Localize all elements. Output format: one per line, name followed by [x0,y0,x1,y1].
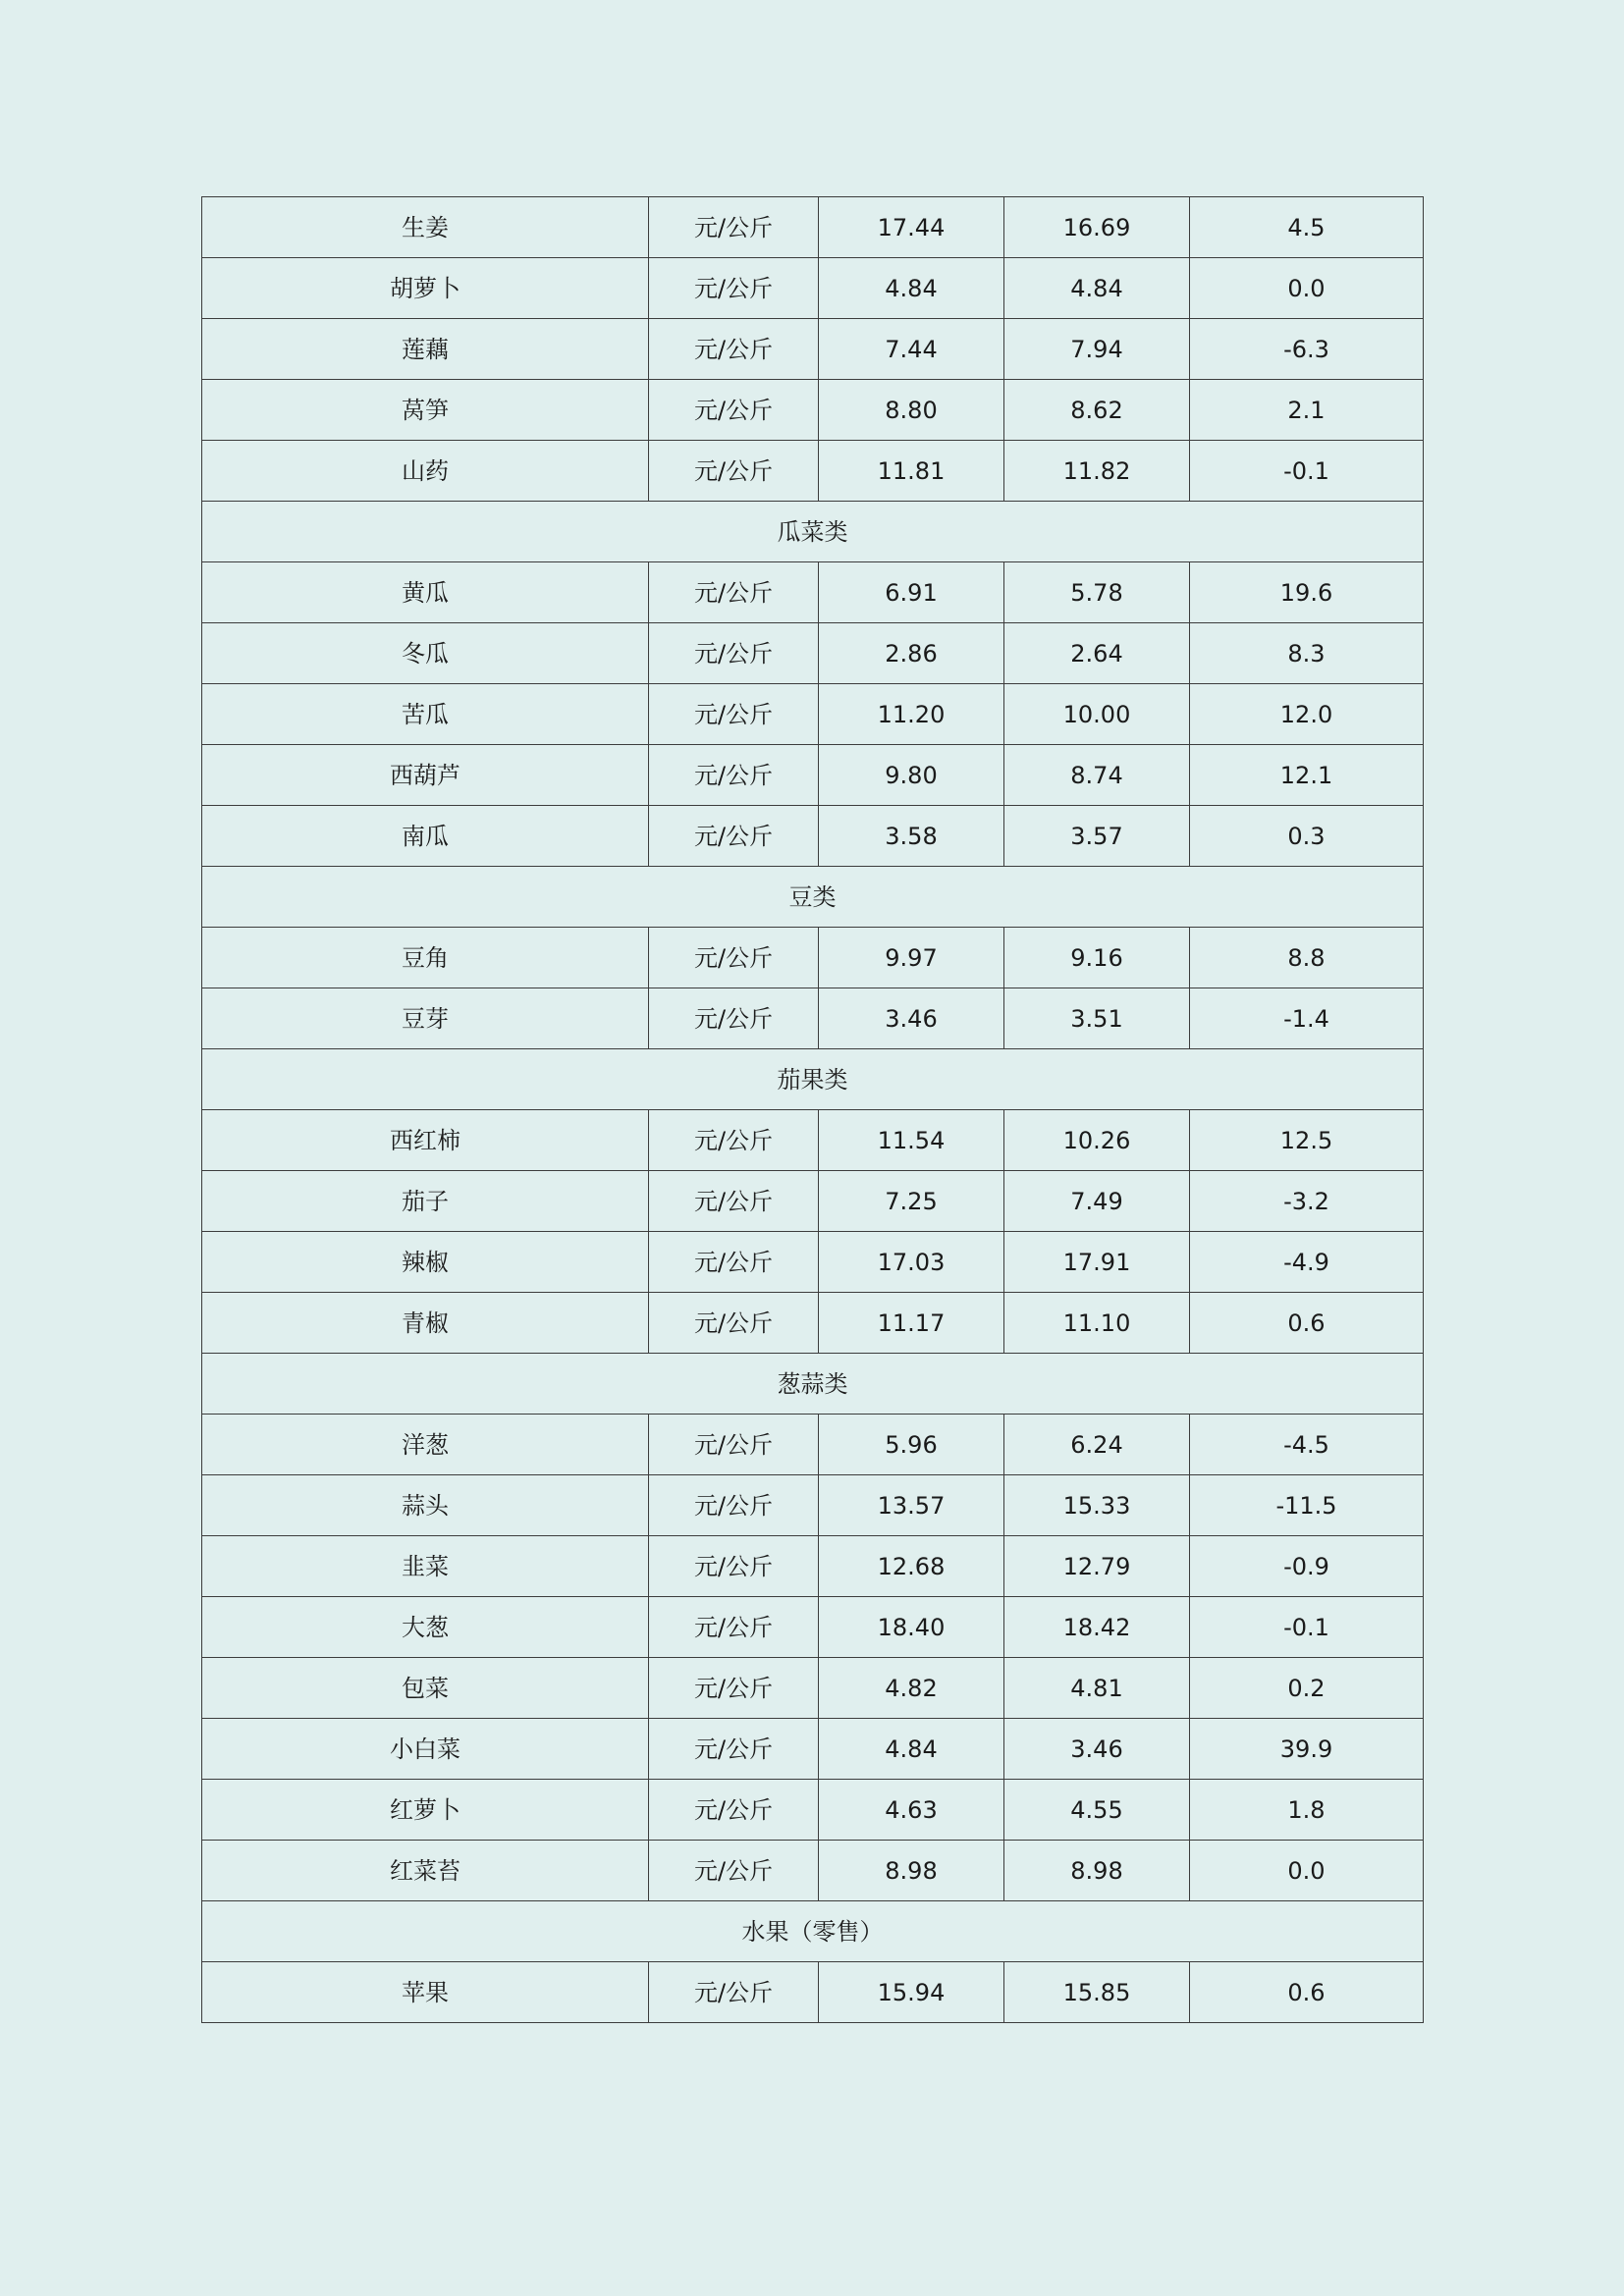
table-row [202,562,1424,623]
category-label: 瓜菜类 [202,502,1424,562]
unit-cell: 元/公斤 [649,319,819,380]
current-price-cell: 15.94 [819,1962,1004,2023]
previous-price-cell: 17.91 [1004,1232,1190,1293]
item-name-cell: 青椒 [202,1293,649,1354]
previous-price-cell: 3.51 [1004,988,1190,1049]
category-row [202,1901,1424,1962]
category-label: 茄果类 [202,1049,1424,1110]
item-name-cell: 豆角 [202,928,649,988]
price-table [201,196,1424,2023]
unit-cell: 元/公斤 [649,1293,819,1354]
table-row [202,1780,1424,1841]
item-name-cell: 苦瓜 [202,684,649,745]
current-price-cell: 9.80 [819,745,1004,806]
change-percent-cell: -3.2 [1190,1171,1424,1232]
item-name-cell: 生姜 [202,197,649,258]
current-price-cell: 9.97 [819,928,1004,988]
table-row [202,684,1424,745]
current-price-cell: 17.44 [819,197,1004,258]
item-name-cell: 洋葱 [202,1415,649,1475]
item-name-cell: 辣椒 [202,1232,649,1293]
table-row [202,1597,1424,1658]
unit-cell: 元/公斤 [649,928,819,988]
current-price-cell: 11.54 [819,1110,1004,1171]
current-price-cell: 11.81 [819,441,1004,502]
previous-price-cell: 8.74 [1004,745,1190,806]
category-row [202,1049,1424,1110]
item-name-cell: 莲藕 [202,319,649,380]
item-name-cell: 茄子 [202,1171,649,1232]
change-percent-cell: 39.9 [1190,1719,1424,1780]
category-label: 水果（零售） [202,1901,1424,1962]
previous-price-cell: 7.49 [1004,1171,1190,1232]
table-row [202,1475,1424,1536]
table-row [202,258,1424,319]
change-percent-cell: -4.5 [1190,1415,1424,1475]
category-row [202,1354,1424,1415]
item-name-cell: 大葱 [202,1597,649,1658]
change-percent-cell: 12.5 [1190,1110,1424,1171]
item-name-cell: 莴笋 [202,380,649,441]
item-name-cell: 西红柿 [202,1110,649,1171]
previous-price-cell: 6.24 [1004,1415,1190,1475]
item-name-cell: 红菜苔 [202,1841,649,1901]
item-name-cell: 黄瓜 [202,562,649,623]
change-percent-cell: 12.1 [1190,745,1424,806]
previous-price-cell: 4.81 [1004,1658,1190,1719]
previous-price-cell: 15.85 [1004,1962,1190,2023]
unit-cell: 元/公斤 [649,1415,819,1475]
current-price-cell: 17.03 [819,1232,1004,1293]
previous-price-cell: 12.79 [1004,1536,1190,1597]
table-row [202,319,1424,380]
current-price-cell: 7.25 [819,1171,1004,1232]
current-price-cell: 12.68 [819,1536,1004,1597]
table-row [202,1536,1424,1597]
change-percent-cell: -6.3 [1190,319,1424,380]
previous-price-cell: 3.46 [1004,1719,1190,1780]
unit-cell: 元/公斤 [649,197,819,258]
table-row [202,1962,1424,2023]
previous-price-cell: 15.33 [1004,1475,1190,1536]
previous-price-cell: 9.16 [1004,928,1190,988]
change-percent-cell: 4.5 [1190,197,1424,258]
item-name-cell: 包菜 [202,1658,649,1719]
unit-cell: 元/公斤 [649,1780,819,1841]
item-name-cell: 山药 [202,441,649,502]
table-row [202,928,1424,988]
unit-cell: 元/公斤 [649,1962,819,2023]
current-price-cell: 11.17 [819,1293,1004,1354]
change-percent-cell: 0.6 [1190,1962,1424,2023]
item-name-cell: 韭菜 [202,1536,649,1597]
previous-price-cell: 7.94 [1004,319,1190,380]
current-price-cell: 13.57 [819,1475,1004,1536]
change-percent-cell: 2.1 [1190,380,1424,441]
current-price-cell: 4.82 [819,1658,1004,1719]
unit-cell: 元/公斤 [649,380,819,441]
item-name-cell: 胡萝卜 [202,258,649,319]
change-percent-cell: -4.9 [1190,1232,1424,1293]
previous-price-cell: 8.98 [1004,1841,1190,1901]
change-percent-cell: 8.8 [1190,928,1424,988]
previous-price-cell: 16.69 [1004,197,1190,258]
table-row [202,1232,1424,1293]
table-row [202,745,1424,806]
table-row [202,1719,1424,1780]
table-row [202,988,1424,1049]
change-percent-cell: 0.3 [1190,806,1424,867]
unit-cell: 元/公斤 [649,1536,819,1597]
previous-price-cell: 4.84 [1004,258,1190,319]
current-price-cell: 8.80 [819,380,1004,441]
unit-cell: 元/公斤 [649,258,819,319]
current-price-cell: 3.58 [819,806,1004,867]
category-row [202,867,1424,928]
table-row [202,441,1424,502]
table-row [202,623,1424,684]
previous-price-cell: 11.10 [1004,1293,1190,1354]
price-table-body [202,197,1424,2023]
change-percent-cell: 0.0 [1190,1841,1424,1901]
item-name-cell: 蒜头 [202,1475,649,1536]
table-row [202,1110,1424,1171]
category-label: 葱蒜类 [202,1354,1424,1415]
previous-price-cell: 5.78 [1004,562,1190,623]
table-row [202,1293,1424,1354]
previous-price-cell: 4.55 [1004,1780,1190,1841]
item-name-cell: 冬瓜 [202,623,649,684]
change-percent-cell: -0.1 [1190,441,1424,502]
current-price-cell: 4.84 [819,258,1004,319]
change-percent-cell: 12.0 [1190,684,1424,745]
change-percent-cell: 8.3 [1190,623,1424,684]
unit-cell: 元/公斤 [649,441,819,502]
unit-cell: 元/公斤 [649,562,819,623]
table-row [202,1171,1424,1232]
item-name-cell: 红萝卜 [202,1780,649,1841]
current-price-cell: 3.46 [819,988,1004,1049]
current-price-cell: 8.98 [819,1841,1004,1901]
change-percent-cell: 0.0 [1190,258,1424,319]
previous-price-cell: 10.26 [1004,1110,1190,1171]
item-name-cell: 苹果 [202,1962,649,2023]
change-percent-cell: 1.8 [1190,1780,1424,1841]
current-price-cell: 7.44 [819,319,1004,380]
current-price-cell: 11.20 [819,684,1004,745]
table-row [202,1415,1424,1475]
current-price-cell: 4.63 [819,1780,1004,1841]
table-row [202,380,1424,441]
category-label: 豆类 [202,867,1424,928]
table-row [202,806,1424,867]
table-row [202,1658,1424,1719]
unit-cell: 元/公斤 [649,1171,819,1232]
unit-cell: 元/公斤 [649,1841,819,1901]
change-percent-cell: 0.2 [1190,1658,1424,1719]
unit-cell: 元/公斤 [649,806,819,867]
change-percent-cell: 19.6 [1190,562,1424,623]
previous-price-cell: 8.62 [1004,380,1190,441]
previous-price-cell: 3.57 [1004,806,1190,867]
previous-price-cell: 10.00 [1004,684,1190,745]
category-row [202,502,1424,562]
item-name-cell: 西葫芦 [202,745,649,806]
unit-cell: 元/公斤 [649,1719,819,1780]
change-percent-cell: 0.6 [1190,1293,1424,1354]
unit-cell: 元/公斤 [649,623,819,684]
item-name-cell: 小白菜 [202,1719,649,1780]
change-percent-cell: -0.1 [1190,1597,1424,1658]
change-percent-cell: -1.4 [1190,988,1424,1049]
current-price-cell: 5.96 [819,1415,1004,1475]
item-name-cell: 豆芽 [202,988,649,1049]
table-row [202,197,1424,258]
unit-cell: 元/公斤 [649,1658,819,1719]
current-price-cell: 2.86 [819,623,1004,684]
previous-price-cell: 2.64 [1004,623,1190,684]
unit-cell: 元/公斤 [649,745,819,806]
previous-price-cell: 18.42 [1004,1597,1190,1658]
table-row [202,1841,1424,1901]
current-price-cell: 4.84 [819,1719,1004,1780]
current-price-cell: 18.40 [819,1597,1004,1658]
unit-cell: 元/公斤 [649,1110,819,1171]
unit-cell: 元/公斤 [649,988,819,1049]
current-price-cell: 6.91 [819,562,1004,623]
previous-price-cell: 11.82 [1004,441,1190,502]
item-name-cell: 南瓜 [202,806,649,867]
unit-cell: 元/公斤 [649,1232,819,1293]
change-percent-cell: -11.5 [1190,1475,1424,1536]
unit-cell: 元/公斤 [649,684,819,745]
unit-cell: 元/公斤 [649,1597,819,1658]
change-percent-cell: -0.9 [1190,1536,1424,1597]
unit-cell: 元/公斤 [649,1475,819,1536]
